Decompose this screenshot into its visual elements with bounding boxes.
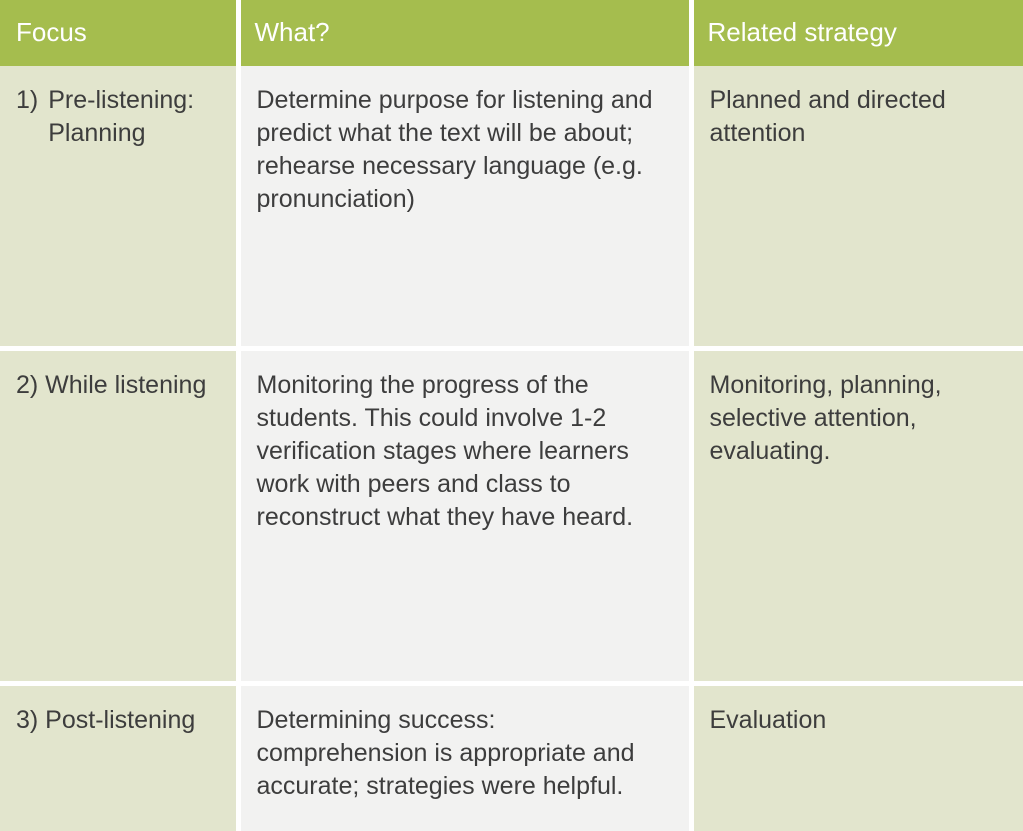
cell-what-pre-listening: Determine purpose for listening and predict what the text will be about; rehearse necessary language (e.g. pronunciation)	[238, 66, 691, 349]
focus-list-label: 3) Post-listening	[16, 706, 196, 734]
table-body	[0, 66, 1023, 831]
cell-focus-pre-listening	[0, 66, 238, 349]
table-row	[0, 349, 1023, 684]
table-header-row	[0, 0, 1023, 66]
table-header	[0, 0, 1023, 66]
column-header-what: What?	[238, 0, 691, 66]
column-header-related-strategy: Related strategy	[691, 0, 1023, 66]
column-header-focus: Focus	[0, 0, 238, 66]
cell-strategy-pre-listening: Planned and directed attention	[691, 66, 1023, 349]
cell-what-post-listening: Determining success: comprehension is appropriate and accurate; strategies were helpful.	[238, 684, 691, 831]
focus-list-number: 1)	[16, 86, 39, 114]
table-row	[0, 684, 1023, 831]
cell-strategy-while-listening: Monitoring, planning, selective attention, evaluating.	[691, 349, 1023, 684]
focus-list-label: 2) While listening	[16, 371, 207, 399]
cell-strategy-post-listening: Evaluation	[691, 684, 1023, 831]
focus-item	[16, 84, 220, 150]
focus-list-label: Pre-listening: Planning	[48, 86, 195, 147]
cell-what-while-listening: Monitoring the progress of the students. This could involve 1-2 verification stages where learners work with peers and class to reconstruct what they have heard.	[238, 349, 691, 684]
cell-focus-while-listening	[0, 349, 238, 684]
cell-focus-post-listening	[0, 684, 238, 831]
table-row	[0, 66, 1023, 349]
